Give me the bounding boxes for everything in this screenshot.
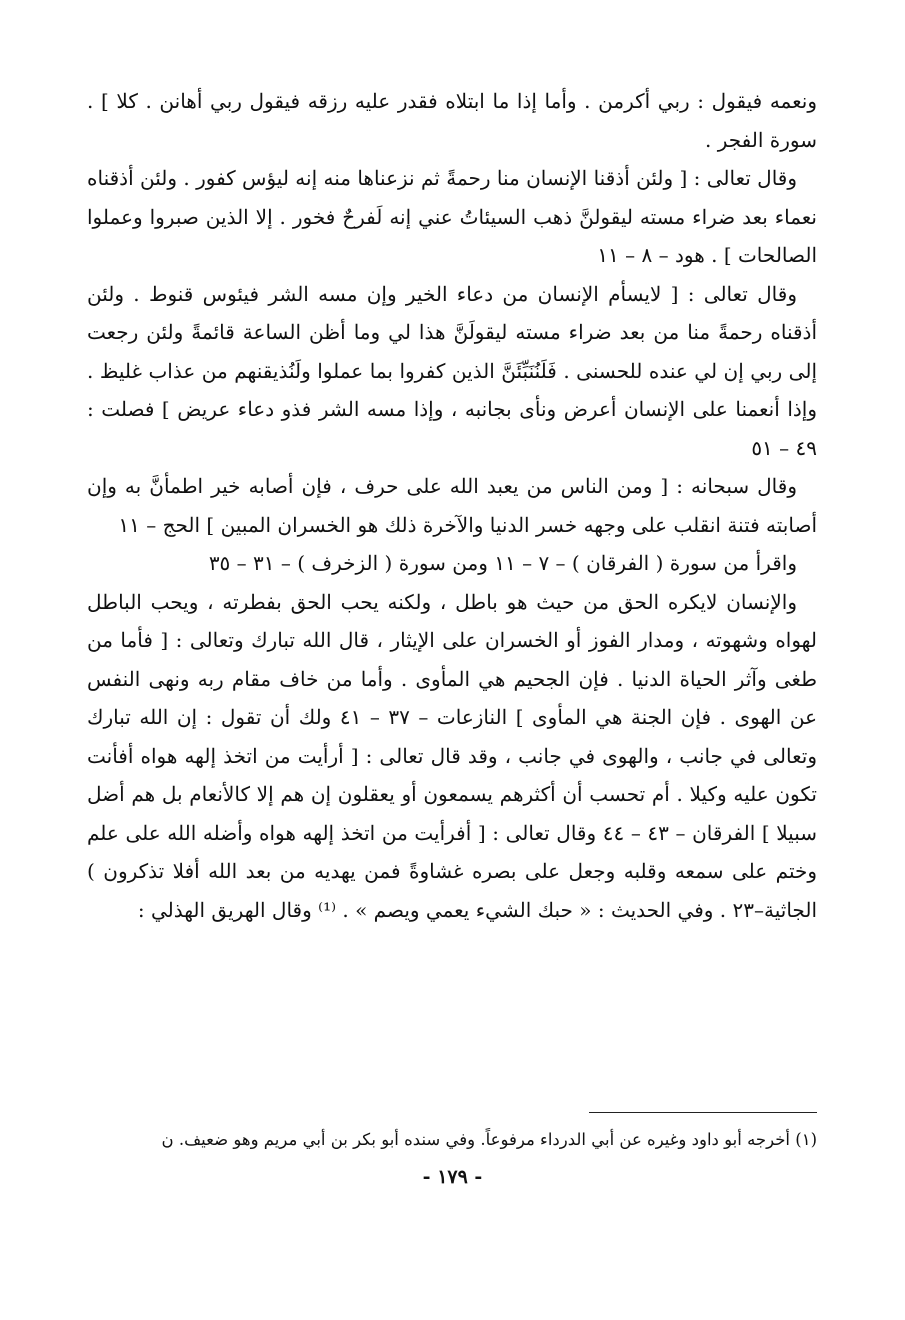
paragraph-hajj-quote: وقال سبحانه : [ ومن الناس من يعبد الله على حرف ، فإن أصابه خير اطمأنَّ به وإن أصابته فتنة انقلب على وجهه خسر الدنيا والآخرة ذلك هو الخسران المبين ] الحج – ١١ xyxy=(87,474,817,537)
page-number: - ١٧٩ - xyxy=(422,1166,483,1188)
paragraph-reading-reference: واقرأ من سورة ( الفرقان ) – ٧ – ١١ ومن سورة ( الزخرف ) – ٣١ – ٣٥ xyxy=(208,551,797,575)
footnote-separator xyxy=(589,1112,817,1113)
paragraph-fajr-continuation: ونعمه فيقول : ربي أكرمن . وأما إذا ما ابتلاه فقدر عليه رزقه فيقول ربي أهانن . كلا ] . سورة الفجر . xyxy=(87,89,817,152)
paragraph-fussilat-quote: وقال تعالى : [ لايسأم الإنسان من دعاء الخير وإن مسه الشر فيئوس قنوط . ولئن أذقناه رحمةً منا من بعد ضراء مسته ليقولَنَّ هذا لي وما أظن الساعة قائمةً ولئن رجعت إلى ربي إن لي عنده للحسنى . فَلَنُنَبِّئَنَّ الذين كفروا بما عملوا ولَنُذيقنهم من عذاب غليظ . وإذا أنعمنا على الإنسان أعرض ونأى بجانبه ، وإذا مسه الشر فذو دعاء عريض ] فصلت : ٤٩ – ٥١ xyxy=(87,281,817,460)
paragraph-desire-discussion: والإنسان لايكره الحق من حيث هو باطل ، ولكنه يحب الحق بفطرته ، ويحب الباطل لهواه وشهوته ، ومدار الفوز أو الخسران على الإيثار ، قال الله تبارك وتعالى : [ فأما من طغى وآثر الحياة الدنيا . فإن الجحيم هي المأوى . وأما من خاف مقام ربه ونهى النفس عن الهوى . فإن الجنة هي المأوى ] النازعات – ٣٧ – ٤١ ولك أن تقول : إن الله تبارك وتعالى في جانب ، والهوى في جانب ، وقد قال تعالى : [ أرأيت من اتخذ إلهه هواه أفأنت تكون عليه وكيلا . أم تحسب أن أكثرهم يسمعون أو يعقلون إن هم إلا كالأنعام بل هم أضل سبيلا ] الفرقان – ٤٣ – ٤٤ وقال تعالى : [ أفرأيت من اتخذ إلهه هواه وأضله الله على علم وختم على سمعه وقلبه وجعل على بصره غشاوةً فمن يهديه من بعد الله أفلا تذكرون ) الجاثية–٢٣ . وفي الحديث : « حبك الشيء يعمي ويصم » . ⁽¹⁾ وقال الهريق الهذلي : xyxy=(87,589,818,922)
paragraph-hud-quote: وقال تعالى : [ ولئن أذقنا الإنسان منا رحمةً ثم نزعناها منه إنه ليؤس كفور . ولئن أذقناه نعماء بعد ضراء مسته ليقولنَّ ذهب السيئاتُ عني إنه لَفرحٌ فخور . إلا الذين صبروا وعملوا الصالحات ] . هود – ٨ – ١١ xyxy=(87,166,817,267)
footnote: (١) أخرجه أبو داود وغيره عن أبي الدرداء مرفوعاً. وفي سنده أبو بكر بن أبي مريم وهو ضعيف. ن xyxy=(161,1130,817,1149)
page-body-text xyxy=(87,82,817,929)
